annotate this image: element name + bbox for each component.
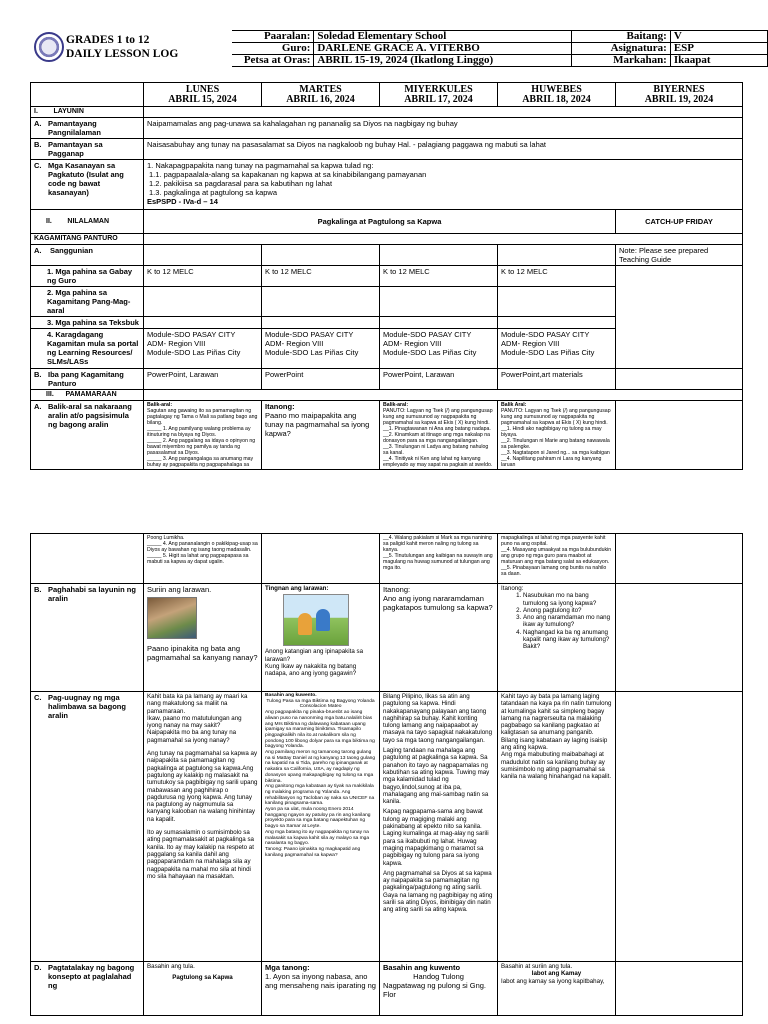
row-label-gabay-ng-guro: 1. Mga pahina sa Gabay ng Guro bbox=[31, 266, 144, 287]
section-pamamaraan: III. PAMAMARAAN bbox=[31, 390, 144, 401]
pagtatalakay-lunes: Basahin ang tula. Pagtulong sa Kapwa bbox=[144, 962, 262, 1016]
pamantayang-pangnilalaman-text: Naipamamalas ang pag-unawa sa kahalagahan ng pananalig sa Diyos na nagbigay ng buhay bbox=[144, 118, 743, 139]
row-label-kagamitang-pang-mag-aaral: 2. Mga pahina sa Kagamitang Pang-Mag-aaral bbox=[31, 287, 144, 317]
row-label-pagtatalakay: D. Pagtatalakay ng bagong konsepto at paglalahad ng bbox=[31, 962, 144, 1016]
row-label-karagdagang-kagamitan: 4. Karagdagang Kagamitan mula sa portal ng Learning Resources/ SLMs/LASs bbox=[31, 329, 144, 369]
iba-pang-kagamitan-cell: PowerPoint, Larawan bbox=[144, 369, 262, 390]
pamantayan-pagganap-text: Naisasabuhay ang tunay na pasasalamat sa Diyos na nagkaloob ng buhay Hal. - palagiang paggawa ng mabuti sa lahat bbox=[144, 139, 743, 160]
day-header-huwebes: HUWEBES ABRIL 18, 2024 bbox=[498, 83, 616, 107]
day-header-lunes: LUNES ABRIL 15, 2024 bbox=[144, 83, 262, 107]
pagtatalakay-huwebes: Basahin at suriin ang tula. Iabot ang Kamay Iabot ang kamay sa iyong kapitbahay, bbox=[498, 962, 616, 1016]
gabay-cell: K to 12 MELC bbox=[262, 266, 380, 287]
pagtatalakay-martes: Mga tanong: 1. Ayon sa inyong nabasa, ano ang mensaheng nais iparating ng bbox=[262, 962, 380, 1016]
karagdagan-cell: Module-SDO PASAY CITY ADM- Region VIII Module-SDO Las Piñas City bbox=[144, 329, 262, 369]
day-header-miyerkules: MIYERKULES ABRIL 17, 2024 bbox=[380, 83, 498, 107]
field-label: Paaralan: bbox=[232, 31, 314, 43]
paghahabi-miyerkules: Itanong: Ano ang iyong nararamdaman pagkatapos tumulong sa kapwa? bbox=[380, 584, 498, 692]
field-label: Petsa at Oras: bbox=[232, 55, 314, 67]
karagdagan-cell: Module-SDO PASAY CITY ADM- Region VIII Module-SDO Las Piñas City bbox=[380, 329, 498, 369]
gabay-cell: K to 12 MELC bbox=[380, 266, 498, 287]
section-kagamitan: KAGAMITANG PANTURO bbox=[31, 234, 144, 245]
field-value: ABRIL 15-19, 2024 (Ikatlong Linggo) bbox=[314, 55, 572, 67]
lesson-grid-page2 bbox=[30, 533, 743, 1016]
balik-aral-miyerkules: Balik-aral: PANUTO: Lagyan ng Tsek (/) ang pangungusap kung ang sumusunod ay nagpapakita ng pagmamahal sa kapwa at Ekis ( X) kung hindi. __1. Pinagtawanan ni Ana ang batang nadapa. __2. Kinamkam at itinago ang mga nakalap na donasyon para sa mga nangangailangan. __3. Tinulungan ni Ladya ang batang nahulog sa kanal. __4. Tinitiyak ni Ken ang lahat ng kanyang empleyado ay may sapat na pagkain at sweldo. bbox=[380, 401, 498, 470]
balik-aral-huwebes: Balik Aral: PANUTO: Lagyan ng Tsek (/) ang pangungusap kung ang sumusunod ay nagpapakita ng pagmamahal sa kapwa at Ekis ( X) kung hindi. __1. Hindi ako nagbibigay ng tulong sa may biyaya. __2. Tinulungan ni Marie ang batang nawawala sa palengke. __3. Nagtatapon si Jared ng... sa mga kaibigan __4. Napilitang pahiram ni Lara ng kanyang laruan bbox=[498, 401, 616, 470]
karagdagan-cell: Module-SDO PASAY CITY ADM- Region VIII Module-SDO Las Piñas City bbox=[262, 329, 380, 369]
balik-aral-lunes: Balik-aral: Sagutan ang gawaing ito sa pamamagitan ng pagtalagay ng Tama o Mali sa patlang bago ang bilang. _____ 1. Ang pamilyang walang problema ay itinuturing na biyaya ng Diyos. _____ 2. Ang paggalang sa idaya o opinyon ng bawat miyembro ng pamilya ay tanda ng pasasalamat sa Diyos. _____ 3. Ang pangangalaga sa anumang may buhay ay pagpapakita ng pagpapahalaga sa bbox=[144, 401, 262, 470]
section-nilalaman: II. NILALAMAN bbox=[31, 210, 144, 234]
balik-aral-miyerkules-cont: __4. Walang pakialam si Mark sa mga nanining sa paligid kahit meron naling ng tulong sa kanya. __5. Tinutulungan ang kaibigan na suwayin ang magulang na huwag sumunod at tulungan ang mga ito. bbox=[380, 534, 498, 584]
row-label-kasanayan: C. Mga Kasanayan sa Pagkatuto (Isulat ang code ng bawat kasanayan) bbox=[31, 160, 144, 210]
field-value: ESP bbox=[670, 43, 767, 55]
field-value: V bbox=[670, 31, 767, 43]
field-value: DARLENE GRACE A. VITERBO bbox=[314, 43, 572, 55]
row-label-pamantayan-pagganap: B. Pamantayan sa Pagganap bbox=[31, 139, 144, 160]
iba-pang-kagamitan-cell: PowerPoint,art materials bbox=[498, 369, 616, 390]
paghahabi-lunes: Suriin ang larawan. Paano ipinakita ng bata ang pagmamahal sa kanyang nanay? bbox=[144, 584, 262, 692]
field-label: Guro: bbox=[232, 43, 314, 55]
field-label: Asignatura: bbox=[572, 43, 671, 55]
corner-cell bbox=[31, 83, 144, 107]
iba-pang-kagamitan-cell: PowerPoint bbox=[262, 369, 380, 390]
row-label-sanggunian: A. Sanggunian bbox=[31, 245, 144, 266]
pag-uugnay-huwebes: Kahit tayo ay bata pa lamang laging tatandaan na kaya pa rin natin tumulong at kumalinga kahit sa simpleng bagay lamang na nagrerseulta na malaking pagbabago sa kanilang pagkatao at kaligtasan sa anumang panganib. Bilang isang kabataan ay laging isaisip ang ating kapwa. Ang mga mabubuting maibabahagi at madudulot natin sa kanilang buhay ay sumisimbolo ng ating pagmamahal sa kanila na walang hinahangad na kapalit. bbox=[498, 692, 616, 962]
info-table bbox=[232, 30, 768, 67]
pag-uugnay-miyerkules: Bilang Pilipino, likas sa atin ang pagtulong sa kapwa. Hindi nakakapanayang palayaan ang taong naghihirap sa buhay. Kahit konting tulong lamang ang naipapaabot ay masaya na tayo sapagkat nakakatulong tayo sa mga taong nangangailangan. Laging tandaan na mahalaga ang pagtulong at pagkalinga sa kapwa. Sa panahon ito tayo ay nagpapamalas ng kabutihan sa ating kapwa. Tuwing may mga kalamidad tulad ng bagyo,lindol,sunog at iba pa, mahalagang ang mai-sambag natin sa kanila. Kapag nagpapama-sama ang bawat tulong ay magiging malaki ang pakinabang at epekto nito sa kanila. Laging kumalinga at mag-alay ng sarili para sa ikabubuti ng lahat. Huwag maging mapagkimang o maramot sa pagbibigay ng tulong para sa iyong kapwa. Ang pagmamahal sa Diyos at sa kapwa ay naipapakita sa pamamagitan ng pagkalinga/pagtulong ng ating sarili. Gaya na lamang ng pagbibigay ng ating sarili sa ating Diyos, ibinibigay din natin ang ating sarili sa ating kapwa. bbox=[380, 692, 498, 962]
field-value: Ikaapat bbox=[670, 55, 767, 67]
paghahabi-martes: Tingnan ang larawan: Anong katangian ang ipinapakita sa larawan? Kung Ikaw ay nakakita ng batang nadapa, ano ang iyong gagawin? bbox=[262, 584, 380, 692]
pag-uugnay-martes: Basahin ang kuwento. Tulong Pasa sa mga Biktima ng Bagyong Yolanda Consolacion Mateo Ang pagpapakita ng pinaka-bruenbt ao isang aliwan puso na nanonming mga batu.nalalirit bias ang Mrs Biktima ng dalawang kabataan upang ipamigay sa maraming biniktima. Tisamapilo pingpagkalikih nila ito.at nakalikom sila ng pondong 100 libong dolyar para sa mga biktima ng bagyong Yolanda. Ang pamilang meron ng tamanong tarong gulang na si Mattay Daniel at ng kanyang 13 taong gulang na kapatid na si Tida, pareho ng ipinanganak at nakatira sa California, USA, ay nagdapiy ng donasyon upang makapagbigay ng tulong sa mga biktima. Ang ganitong mga kabataan ay tiyak na makikilala ng malaking programa ng Yolanda. Ang rehabilitasyon ng Tacloban ay naka sa UNICEF na kanilang pinagsama-sama. Ayon pa sa ulat, mula noong Enero 2014 hanggang ngayon ay patuloy pa rin ang kanilang proyekto para sa mga batang naapektuhan ng bagyo sa Samar at Leyte. Ang mga batang ito ay nagpapakita ng tunay na malasakit sa kapwa kahit sila ay malayo sa mga nasalanta ng bagyo. Tanong: Paano ipinakita ng magkapatid ang kanilang pagmamahal sa kapwa? bbox=[262, 692, 380, 962]
nilalaman-topic: Pagkalinga at Pagtulong sa Kapwa bbox=[144, 210, 616, 234]
sanggunian-note: Note: Please see prepared Teaching Guide bbox=[616, 245, 743, 266]
row-label-pag-uugnay: C. Pag-uugnay ng mga halimbawa sa bagong aralin bbox=[31, 692, 144, 962]
karagdagan-cell: Module-SDO PASAY CITY ADM- Region VIII Module-SDO Las Piñas City bbox=[498, 329, 616, 369]
day-header-biyernes: BIYERNES ABRIL 19, 2024 bbox=[616, 83, 743, 107]
header-title-line2: DAILY LESSON LOG bbox=[66, 48, 179, 60]
field-value: Soledad Elementary School bbox=[314, 31, 572, 43]
field-label: Markahan: bbox=[572, 55, 671, 67]
pag-uugnay-lunes: Kahit bata ka pa lamang ay maari ka nang makatulong sa maliit na pamamaraan. Ikaw, paano mo matutulungan ang iyong nanay na may sakit? Naipapakita mo ba ang tunay na pagmamahal sa iyong nanay? Ang tunay na pagmamahal sa kapwa ay naipapakita sa pamamagitan ng pagkalinga at pagtulong sa kapwa.Ang pagtulong ay kalakip ng malasakit na tumutukoy sa pagbibigay ng sarili upang mabawasan ang paghihirap o pagdurusa ng iyong kapwa. Ang tunay na pagtulong ay nagmumula sa kanyang kalooban na walang hinihintay na kapalit. Ito ay sumasalamin o sumisimbolo sa ating pagmamalasakit at pagkalinga sa kanila. Ito ay may kalakip na respeto at paggalang sa kanila dahil ang pagpaparamdam na mahalaga sila ay nagpapakita na mahal mo sila at hindi mo sila hahayaan na masaktan. bbox=[144, 692, 262, 962]
gabay-cell: K to 12 MELC bbox=[498, 266, 616, 287]
row-label-teksbuk: 3. Mga pahina sa Teksbuk bbox=[31, 317, 144, 329]
field-label: Baitang: bbox=[572, 31, 671, 43]
kasanayan-text: 1. Nakapagpapakita nang tunay na pagmamahal sa kapwa tulad ng: 1.1. pagpapaalala-alang sa kapakanan ng kapwa at sa kinabibilangang pamayanan 1.2. pakikiisa sa pagdarasal para sa kabutihan ng lahat 1.3. pagkalinga at pagtulong sa kapwa EsPSPD - IVa-d – 14 bbox=[144, 160, 743, 210]
deped-seal-icon bbox=[34, 32, 64, 62]
page-1 bbox=[0, 0, 768, 470]
lesson-grid-page1 bbox=[30, 82, 743, 470]
day-header-martes: MARTES ABRIL 16, 2024 bbox=[262, 83, 380, 107]
balik-aral-martes: Itanong: Paano mo maipapakita ang tunay na pagmamahal sa iyong kapwa? bbox=[262, 401, 380, 470]
row-label-paghahabi: B. Paghahabi sa layunin ng aralin bbox=[31, 584, 144, 692]
competency-code: EsPSPD - IVa-d – 14 bbox=[147, 197, 218, 206]
row-label-pamantayang-pangnilalaman: A. Pamantayang Pangnilalaman bbox=[31, 118, 144, 139]
section-layunin: I. LAYUNIN bbox=[31, 107, 144, 118]
mother-child-photo bbox=[147, 597, 197, 639]
paghahabi-huwebes: Itanong: 1. Nasubukan mo na bang tumulong sa iyong kapwa? 2. Anong pagtulong ito? 3. Ano ang naramdaman mo nang ikaw ay tumulong? 4. Naghangad ka ba ng anumang kapalit nang ikaw ay tumulong? Bakit? bbox=[498, 584, 616, 692]
children-helping-illustration bbox=[283, 594, 349, 646]
page-2 bbox=[0, 528, 768, 1024]
balik-aral-lunes-cont: Poong Lumikha. _____ 4. Ang pananalangin o pakikipag-usap sa Diyos ay bawahan ng isang taong madasalin. _____ 5. Higit sa lahat ang pagpapapasa sa mabuti sa kapwa ay dapat ugalin. bbox=[144, 534, 262, 584]
balik-aral-huwebes-cont: mapagkalinga at lahat ng mga pasyente kahit puno na ang ospital. __4. Masayang umaakyat sa mga bulubundukin ang grupo ng mga guro para maabot at maturuan ang mga batang salat sa edukasyon. __5. Pinabayaan lamang ong buntis na nahilo sa daan. bbox=[498, 534, 616, 584]
gabay-cell: K to 12 MELC bbox=[144, 266, 262, 287]
iba-pang-kagamitan-cell: PowerPoint, Larawan bbox=[380, 369, 498, 390]
row-label-balik-aral: A. Balik-aral sa nakaraang aralin at/o pagsisimula ng bagong aralin bbox=[31, 401, 144, 470]
header-title-line1: GRADES 1 to 12 bbox=[66, 34, 150, 46]
catch-up-friday: CATCH-UP FRIDAY bbox=[616, 210, 743, 234]
row-label-iba-pang-kagamitan: B. Iba pang Kagamitang Panturo bbox=[31, 369, 144, 390]
pagtatalakay-miyerkules: Basahin ang kuwento Handog Tulong Nagpatawag ng pulong si Gng. Flor bbox=[380, 962, 498, 1016]
